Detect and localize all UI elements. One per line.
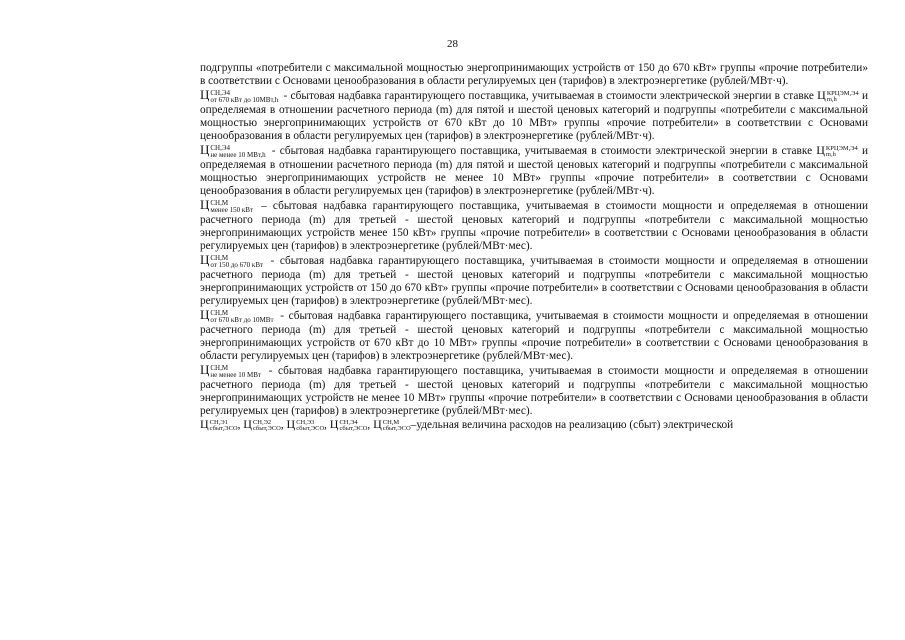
- paragraph: [200, 62, 868, 88]
- paragraph-text: - сбытовая надбавка гарантирующего поставщика, учитываемая в стоимости мощности и определяемая в отношении расчетного периода (m) для третьей - шестой ценовых категорий и подгруппы «потребители с максимальной мощностью энергопринимающих устройств не менее 10 МВт» группы «прочие потребители» в соответствии с Основами ценообразования в области регулируемых цен (тарифов) в электроэнергетике (рублей/МВт·мес).: [200, 365, 868, 417]
- paragraph-text: - сбытовая надбавка гарантирующего поставщика, учитываемая в стоимости электрической энергии в ставке: [267, 145, 817, 157]
- formula-symbol: Ц СН,Э3 сбыт,ЭСО: [286, 417, 325, 432]
- formula-symbol: Ц СН,Э4 сбыт,ЭСО: [329, 417, 368, 432]
- page-number: 28: [447, 38, 458, 50]
- paragraph-text: – сбытовая надбавка гарантирующего поставщика, учитываемая в стоимости мощности и определяемая в отношении расчетного периода (m) для третьей - шестой ценовых категорий и подгруппы «потребители с максимальной мощностью энергопринимающих устройств менее 150 кВт» группы «прочие потребители» в соответствии с Основами ценообразования в области регулируемых цен (тарифов) в электроэнергетике (рублей/МВт·мес).: [200, 200, 868, 252]
- formula-symbol: Ц КРЦЭМ,Э4 m,h: [816, 143, 858, 158]
- paragraph-text: - сбытовая надбавка гарантирующего поставщика, учитываемая в стоимости мощности и определяемая в отношении расчетного периода (m) для третьей - шестой ценовых категорий и подгруппы «потребители с максимальной мощностью энергопринимающих устройств от 150 до 670 кВт» группы «прочие потребители» в соответствии с Основами ценообразования в области регулируемых цен (тарифов) в электроэнергетике (рублей/МВт·мес).: [200, 255, 868, 307]
- paragraph-text: подгруппы «потребители с максимальной мощностью энергопринимающих устройств от 150 до 670 кВт» группы «прочие потребители» в соответствии с Основами ценообразования в области регулируемых цен (тарифов) в электроэнергетике (рублей/МВт·ч).: [200, 62, 868, 87]
- paragraph-text: и определяемая в отношении расчетного периода (m) для пятой и шестой ценовых категорий и подгруппы «потребители с максимальной мощностью энергопринимающих устройств от 670 кВт до 10 МВт» группы «прочие потребители» в соответствии с Основами ценообразования в области регулируемых цен (тарифов) в электроэнергетике (рублей/МВт·ч).: [200, 90, 868, 142]
- formula-symbol: Ц СН,М от 670 кВт до 10МВт: [200, 307, 274, 324]
- paragraph: [200, 253, 868, 308]
- paragraph: [200, 88, 868, 143]
- paragraph-text: - сбытовая надбавка гарантирующего поставщика, учитываемая в стоимости электрической энергии в ставке: [280, 90, 818, 102]
- formula-symbol: Ц СН,М от 150 до 670 кВт: [200, 252, 264, 269]
- formula-symbol: Ц СН,М менее 150 кВт: [200, 197, 254, 214]
- formula-symbol: Ц СН,М не менее 10 МВт: [200, 362, 261, 379]
- formula-symbol: Ц КРЦЭМ,Э4 m,h: [817, 88, 859, 103]
- document-body: [200, 62, 868, 433]
- paragraph-text: –удельная величина расходов на реализацию (сбыт) электрической: [410, 419, 734, 431]
- paragraph-text: и определяемая в отношении расчетного периода (m) для пятой и шестой ценовых категорий и подгруппы «потребители с максимальной мощностью энергопринимающих устройств не менее 10 МВт» группы «прочие потребители» в соответствии с Основами ценообразования в области регулируемых цен (тарифов) в электроэнергетике (рублей/МВт·ч).: [200, 145, 868, 197]
- formula-symbol: Ц СН,М сбыт,ЭСО: [373, 417, 411, 432]
- formula-symbol: Ц СН,Э4 не менее 10 МВт,h: [200, 142, 266, 159]
- paragraph: [200, 363, 868, 418]
- paragraph-text: - сбытовая надбавка гарантирующего поставщика, учитываемая в стоимости мощности и определяемая в отношении расчетного периода (m) для третьей - шестой ценовых категорий и подгруппы «потребители с максимальной мощностью энергопринимающих устройств от 670 кВт до 10 МВт» группы «прочие потребители» в соответствии с Основами ценообразования в области регулируемых цен (тарифов) в электроэнергетике (рублей/МВт·мес).: [200, 310, 868, 362]
- paragraph: [200, 198, 868, 253]
- paragraph: [200, 308, 868, 363]
- paragraph: [200, 143, 868, 198]
- formula-symbol: Ц СН,Э2 сбыт,ЭСО: [243, 417, 281, 432]
- formula-symbol: Ц СН,Э4 от 670 кВт до 10МВт,h: [200, 87, 279, 104]
- paragraph-last-line: Ц СН,Э1 сбыт,ЭСО , Ц СН,Э2 сбыт,ЭСО , Ц СН,Э3 сбыт,ЭСО , Ц СН,Э4 сбыт,ЭСО , Ц СН,М сбыт,ЭСО –удельная величина расходов на реализацию (сбыт) электрической: [200, 417, 734, 432]
- formula-symbol: Ц СН,Э1 сбыт,ЭСО: [200, 417, 238, 432]
